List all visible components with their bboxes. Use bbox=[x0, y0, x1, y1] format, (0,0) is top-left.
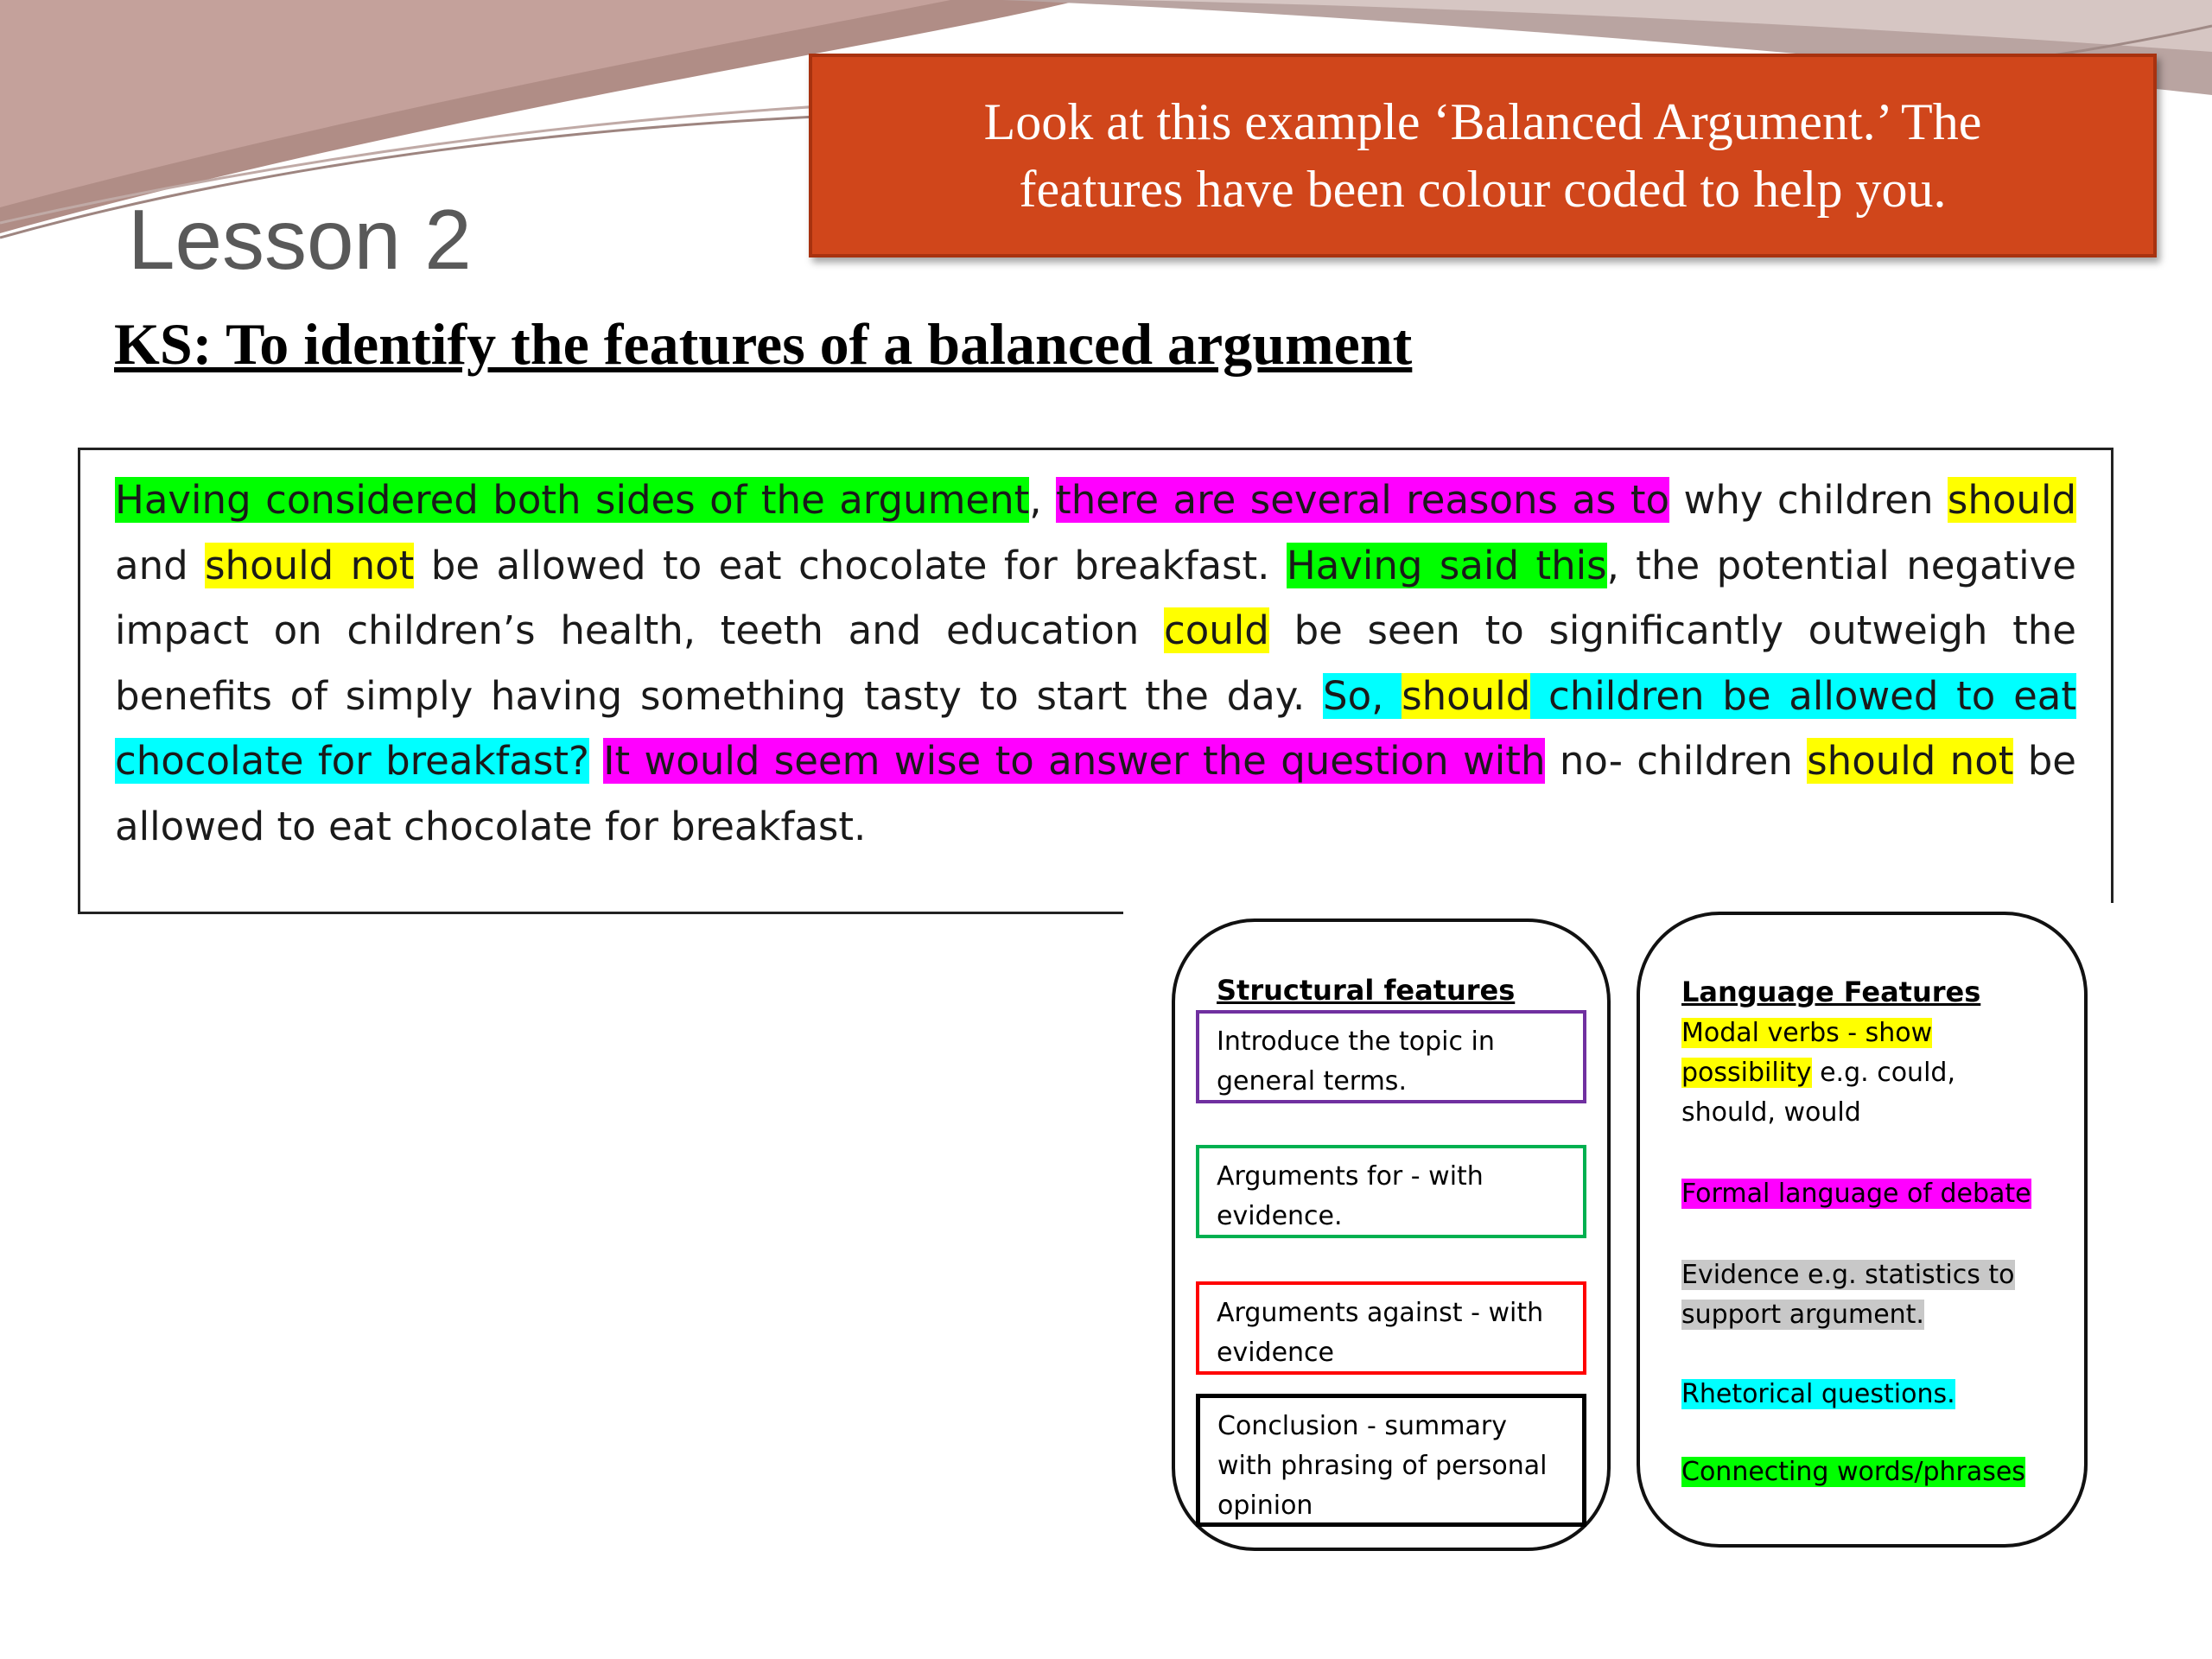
structural-item-arguments-for: Arguments for - with evidence. bbox=[1196, 1145, 1586, 1238]
language-item-modal-verbs bbox=[1681, 1014, 2044, 1133]
lesson-title: Lesson 2 bbox=[128, 192, 472, 287]
modal-verb-highlight: could bbox=[1164, 607, 1269, 653]
modal-verb-highlight: should not bbox=[1807, 738, 2014, 784]
plain-text bbox=[589, 738, 603, 784]
formal-language-highlight: It would seem wise to answer the question with bbox=[603, 738, 1546, 784]
modal-verb-highlight: should bbox=[1402, 672, 1531, 719]
instruction-callout bbox=[809, 54, 2157, 257]
formal-language-highlight: there are several reasons as to bbox=[1056, 477, 1670, 523]
connective-highlight: Having said this bbox=[1286, 542, 1607, 588]
formal-language-swatch: Formal language of debate bbox=[1681, 1179, 2031, 1209]
callout-line-1: Look at this example ‘Balanced Argument.’ The bbox=[983, 93, 1982, 150]
example-argument-box bbox=[78, 448, 2113, 914]
language-item-rhetorical bbox=[1681, 1375, 2044, 1414]
connecting-words-swatch: Connecting words/phrases bbox=[1681, 1457, 2025, 1487]
structural-item-conclusion: Conclusion - summary with phrasing of personal opinion bbox=[1196, 1394, 1586, 1527]
language-item-formal bbox=[1681, 1174, 2044, 1214]
rhetorical-questions-swatch: Rhetorical questions. bbox=[1681, 1379, 1955, 1409]
features-key-panel bbox=[1123, 903, 2113, 1586]
evidence-swatch: Evidence e.g. statistics to support argument. bbox=[1681, 1260, 2015, 1330]
plain-text: be seen to significantly outweigh the benefits of simply having something tasty to start the day. bbox=[115, 607, 2076, 719]
plain-text: be allowed to eat chocolate for breakfast. bbox=[115, 738, 2076, 849]
plain-text: and bbox=[115, 542, 206, 588]
structural-features-box bbox=[1172, 918, 1611, 1551]
plain-text: why children bbox=[1669, 477, 1948, 523]
rhetorical-question-highlight: So, bbox=[1323, 672, 1402, 719]
example-paragraph bbox=[115, 467, 2076, 859]
modal-verb-highlight: should not bbox=[205, 542, 415, 588]
plain-text: , the potential negative impact on children’s health, teeth and education bbox=[115, 542, 2076, 653]
language-item-evidence bbox=[1681, 1255, 2044, 1335]
callout-line-2: features have been colour coded to help you. bbox=[1019, 161, 1947, 218]
plain-text: be allowed to eat chocolate for breakfast. bbox=[414, 542, 1287, 588]
connective-highlight: Having considered both sides of the argument bbox=[115, 477, 1030, 523]
language-features-box bbox=[1637, 912, 2088, 1548]
rhetorical-question-highlight: children be allowed to eat chocolate for breakfast? bbox=[115, 672, 2076, 784]
structural-item-introduction: Introduce the topic in general terms. bbox=[1196, 1010, 1586, 1103]
structural-item-arguments-against: Arguments against - with evidence bbox=[1196, 1281, 1586, 1375]
plain-text: no- children bbox=[1545, 738, 1808, 784]
language-features-heading: Language Features bbox=[1681, 976, 1981, 1008]
learning-objective: KS: To identify the features of a balanced argument bbox=[114, 311, 1413, 377]
modal-verbs-examples: e.g. could, should, would bbox=[1681, 1058, 1955, 1128]
plain-text: , bbox=[1029, 477, 1057, 523]
language-item-connecting bbox=[1681, 1452, 2044, 1492]
modal-verbs-swatch: Modal verbs - show possibility bbox=[1681, 1018, 1933, 1088]
structural-features-heading: Structural features bbox=[1217, 974, 1516, 1007]
modal-verb-highlight: should bbox=[1947, 477, 2077, 523]
